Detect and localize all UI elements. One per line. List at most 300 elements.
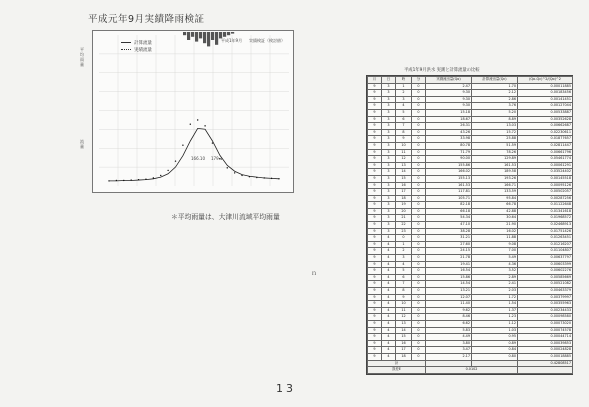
table-cell: 4 — [382, 261, 396, 268]
table-cell: 10 — [396, 301, 412, 308]
table-cell: 22 — [396, 222, 412, 229]
table-cell: 0 — [412, 215, 426, 222]
table-cell: 14.54 — [426, 281, 472, 288]
table-cell: 0.02230611 — [518, 129, 573, 136]
table-row — [368, 288, 573, 295]
rain-bar — [211, 32, 214, 40]
error-label: 誤差E — [368, 367, 426, 374]
header-month: 月 — [368, 77, 382, 84]
table-row — [368, 109, 573, 116]
obs-flow-point — [197, 119, 198, 120]
table-cell: 0 — [412, 301, 426, 308]
table-cell: 0.00463379 — [518, 288, 573, 295]
table-cell: 95.84 — [472, 195, 518, 202]
table-row — [368, 103, 573, 110]
table-cell: 133.59 — [472, 189, 518, 196]
table-cell: 2.12 — [472, 90, 518, 97]
table-cell: 193.26 — [472, 175, 518, 182]
table-cell: 2.03 — [472, 288, 518, 295]
table-cell: 0 — [412, 268, 426, 275]
obs-flow-point — [116, 180, 117, 181]
table-cell: 4 — [382, 241, 396, 248]
table-row — [368, 228, 573, 235]
rain-bar — [187, 32, 190, 40]
table-row — [368, 353, 573, 360]
table-cell: 3 — [382, 96, 396, 103]
table-cell: 3 — [396, 255, 412, 262]
table-cell: 18.67 — [426, 116, 472, 123]
table-cell: 9 — [368, 334, 382, 341]
table-cell: 0 — [412, 96, 426, 103]
table-cell: 7 — [396, 123, 412, 130]
table-cell: 4 — [382, 288, 396, 295]
table-cell: 0 — [412, 340, 426, 347]
obs-flow-point — [167, 170, 168, 171]
table-cell: 43.26 — [426, 129, 472, 136]
table-cell: 0 — [412, 175, 426, 182]
table-row — [368, 195, 573, 202]
header-error-term: (Qo-Qc)^2/(Qo)^2 — [518, 77, 573, 84]
table-cell: 11 — [396, 149, 412, 156]
table-cell: 0.03524402 — [518, 169, 573, 176]
table-cell: 0.01968572 — [518, 215, 573, 222]
table-cell: 30.64 — [472, 215, 518, 222]
table-cell: 0.00585669 — [518, 274, 573, 281]
table-cell: 9.30 — [426, 90, 472, 97]
table-cell: 0.00521082 — [518, 281, 573, 288]
legend-solid-swatch — [121, 42, 131, 43]
table-cell: 3 — [382, 149, 396, 156]
table-row — [368, 241, 573, 248]
table-cell: 3 — [382, 123, 396, 130]
table-cell: 15 — [396, 175, 412, 182]
table-cell: 42.88 — [472, 208, 518, 215]
table-cell: 9 — [368, 228, 382, 235]
legend-dotted-swatch — [121, 49, 131, 50]
table-cell: 25.88 — [472, 136, 518, 143]
table-title: 平成1年9月洪水 実測と計算流量の比較 — [404, 68, 480, 73]
table-cell: 0.00098580 — [518, 314, 573, 321]
table-cell: 38.28 — [426, 228, 472, 235]
table-cell: 9 — [368, 103, 382, 110]
table-cell: 3 — [382, 83, 396, 90]
table-cell: 9.30 — [426, 103, 472, 110]
table-cell: 71.79 — [426, 149, 472, 156]
rain-bar — [203, 32, 206, 43]
obs-flow-point — [138, 179, 139, 180]
table-cell: 0.00355963 — [518, 301, 573, 308]
table-cell: 1.72 — [472, 294, 518, 301]
table-cell: 4 — [382, 268, 396, 275]
obs-flow-point — [153, 177, 154, 178]
table-cell: 0.00637797 — [518, 255, 573, 262]
table-cell: 0.01122648 — [518, 202, 573, 209]
table-cell: 9 — [368, 307, 382, 314]
table-cell: 3 — [382, 129, 396, 136]
table-cell: 0 — [412, 248, 426, 255]
table-cell: 0.00234433 — [518, 307, 573, 314]
table-cell: 3 — [396, 96, 412, 103]
table-row — [368, 347, 573, 354]
table-cell: 0 — [412, 109, 426, 116]
table-cell: 3 — [382, 136, 396, 143]
table-cell: 14 — [396, 327, 412, 334]
table-cell: 129.89 — [472, 156, 518, 163]
table-cell: 3 — [382, 215, 396, 222]
table-cell: 1.54 — [472, 301, 518, 308]
table-row — [368, 274, 573, 281]
table-cell: 189.58 — [472, 169, 518, 176]
table-cell: 4 — [382, 334, 396, 341]
table-row — [368, 83, 573, 90]
table-cell: 9 — [368, 109, 382, 116]
table-cell: 47.10 — [426, 222, 472, 229]
error-empty — [518, 367, 573, 374]
table-cell: 33.98 — [426, 136, 472, 143]
table-cell: 6 — [396, 116, 412, 123]
table-cell: 9 — [368, 274, 382, 281]
table-cell: 4 — [382, 307, 396, 314]
obs-flow-point — [175, 160, 176, 161]
table-cell: 2.17 — [426, 353, 472, 360]
table-cell: 21.78 — [426, 255, 472, 262]
obs-flow-point — [241, 175, 242, 176]
table-row — [368, 129, 573, 136]
table-cell: 9 — [368, 340, 382, 347]
table-cell: 8.89 — [472, 116, 518, 123]
table-row — [368, 169, 573, 176]
table-cell: 13 — [396, 320, 412, 327]
table-cell: 3 — [382, 169, 396, 176]
table-cell: 4 — [382, 347, 396, 354]
table-row — [368, 182, 573, 189]
table-cell: 19.41 — [426, 261, 472, 268]
table-cell: 105.71 — [426, 195, 472, 202]
table-cell: 9 — [368, 347, 382, 354]
table-cell: 82.18 — [426, 202, 472, 209]
table-row — [368, 202, 573, 209]
hydrograph-svg — [93, 31, 293, 192]
table-cell: 24.15 — [426, 248, 472, 255]
table-cell: 3 — [382, 90, 396, 97]
table-row — [368, 255, 573, 262]
table-cell: 117.81 — [426, 189, 472, 196]
table-cell: 9 — [368, 261, 382, 268]
table-cell: 9 — [368, 314, 382, 321]
table-cell: 9 — [368, 96, 382, 103]
table-cell: 0.00661796 — [518, 149, 573, 156]
table-cell: 5.20 — [472, 109, 518, 116]
table-cell: 0.00141451 — [518, 96, 573, 103]
table-cell: 0.00061291 — [518, 162, 573, 169]
table-row — [368, 314, 573, 321]
table-cell: 0.00352628 — [518, 116, 573, 123]
table-cell: 6 — [396, 274, 412, 281]
legend-item-calc — [121, 39, 152, 46]
table-cell: 5 — [396, 109, 412, 116]
table-cell: 1.37 — [472, 307, 518, 314]
table-cell: 9 — [368, 222, 382, 229]
table-cell: 2.41 — [472, 281, 518, 288]
table-cell: 0 — [412, 90, 426, 97]
table-cell: 9 — [368, 162, 382, 169]
table-cell: 7.00 — [472, 248, 518, 255]
rain-axis-label: 平均雨量 — [80, 47, 84, 67]
stray-mark: ｎ — [311, 270, 318, 277]
table-cell: 0 — [412, 353, 426, 360]
table-cell: 0.00287256 — [518, 195, 573, 202]
table-cell: 2.86 — [472, 96, 518, 103]
table-cell: 15.18 — [426, 109, 472, 116]
table-row — [368, 327, 573, 334]
chart-footnote: ＊平均雨量は、大津川流域平均雨量 — [171, 213, 280, 221]
peak-label-left: 166.10 — [191, 156, 205, 161]
table-cell: 0.02468913 — [518, 222, 573, 229]
table-cell: 0 — [412, 83, 426, 90]
table-cell: 0 — [412, 222, 426, 229]
legend-label-calc: 計算流量 — [134, 40, 152, 46]
table-cell: 4 — [382, 320, 396, 327]
obs-flow-point — [130, 179, 131, 180]
table-cell: 9 — [368, 268, 382, 275]
table-cell: 9 — [368, 90, 382, 97]
table-cell: 9 — [368, 142, 382, 149]
rain-bar — [207, 32, 210, 46]
table-cell: 16.02 — [472, 228, 518, 235]
table-cell: 0 — [412, 149, 426, 156]
table-cell: 0.00662687 — [518, 123, 573, 130]
table-cell: 9 — [368, 83, 382, 90]
table-cell: 12 — [396, 156, 412, 163]
table-cell: 9.08 — [472, 241, 518, 248]
table-cell: 0.00024828 — [518, 347, 573, 354]
error-value: 0.0102 — [426, 367, 518, 374]
table-cell: 0.01877657 — [518, 136, 573, 143]
obs-flow-point — [160, 175, 161, 176]
table-cell: 15.86 — [426, 274, 472, 281]
table-cell: 3 — [382, 142, 396, 149]
table-cell: 9 — [368, 169, 382, 176]
table-body — [368, 83, 573, 360]
table-cell: 2.89 — [472, 274, 518, 281]
table-cell: 3 — [382, 182, 396, 189]
table-cell: 2 — [396, 248, 412, 255]
table-header-row — [368, 77, 573, 84]
table-cell: 8.46 — [426, 314, 472, 321]
table-cell: 4 — [396, 103, 412, 110]
table-row — [368, 281, 573, 288]
page-number: 13 — [276, 382, 296, 395]
table-cell: 0.00533887 — [518, 109, 573, 116]
table-cell: 9 — [368, 281, 382, 288]
obs-flow-point — [264, 177, 265, 178]
table-cell: 16 — [396, 340, 412, 347]
table-cell: 6.62 — [426, 320, 472, 327]
table-cell: 1.12 — [472, 320, 518, 327]
table-cell: 0.80 — [472, 353, 518, 360]
table-cell: 0.00073020 — [518, 320, 573, 327]
legend-label-obs: 実績流量 — [134, 47, 152, 53]
table-cell: 9 — [368, 116, 382, 123]
table-cell: 161.53 — [426, 182, 472, 189]
table-row — [368, 235, 573, 242]
table-cell: 0 — [412, 307, 426, 314]
table-cell: 155.86 — [426, 162, 472, 169]
rain-bar — [231, 32, 234, 34]
table-row — [368, 294, 573, 301]
table-cell: 9 — [368, 353, 382, 360]
table-cell: 17 — [396, 347, 412, 354]
table-cell: 0 — [412, 208, 426, 215]
table-cell: 4 — [382, 314, 396, 321]
table-row — [368, 123, 573, 130]
error-row — [368, 367, 573, 374]
sum-value: 0.42808517 — [518, 360, 573, 367]
table-cell: 14 — [396, 169, 412, 176]
table-cell: 0.00011885 — [518, 83, 573, 90]
table-cell: 5.49 — [472, 255, 518, 262]
obs-flow-point — [108, 180, 109, 181]
obs-flow-point — [256, 177, 257, 178]
table-cell: 0 — [412, 142, 426, 149]
table-cell: 9 — [396, 294, 412, 301]
chart-header-note-1: 平成1年9月 — [221, 38, 243, 43]
table-cell: 3 — [382, 202, 396, 209]
table-cell: 3 — [382, 189, 396, 196]
table-cell: 4 — [382, 235, 396, 242]
table-cell: 9 — [368, 208, 382, 215]
table-cell: 21.90 — [472, 222, 518, 229]
table-cell: 23 — [396, 228, 412, 235]
table-cell: 3 — [382, 208, 396, 215]
table-cell: 9 — [368, 156, 382, 163]
table-cell: 1 — [396, 83, 412, 90]
rain-bar — [183, 32, 186, 35]
table-cell: 0 — [412, 327, 426, 334]
table-cell: 66.18 — [426, 208, 472, 215]
table-cell: 4.36 — [472, 261, 518, 268]
table-cell: 9 — [368, 301, 382, 308]
table-cell: 0 — [412, 136, 426, 143]
obs-flow-point — [278, 178, 279, 179]
table-cell: 9 — [368, 241, 382, 248]
table-cell: 0 — [412, 202, 426, 209]
table-cell: 1.23 — [472, 314, 518, 321]
chart-legend — [121, 39, 152, 53]
table-cell: 0 — [412, 162, 426, 169]
table-cell: 161.53 — [472, 162, 518, 169]
table-row — [368, 149, 573, 156]
table-cell: 0 — [412, 347, 426, 354]
table-row — [368, 142, 573, 149]
table-cell: 0.00074578 — [518, 327, 573, 334]
table-cell: 9 — [368, 195, 382, 202]
table-cell: 0.01263451 — [518, 235, 573, 242]
table-cell: 0 — [412, 189, 426, 196]
table-cell: 0.00602276 — [518, 268, 573, 275]
table-cell: 11 — [396, 307, 412, 314]
table-cell: 20 — [396, 208, 412, 215]
obs-flow-point — [204, 125, 205, 126]
obs-flow-point — [145, 179, 146, 180]
table-cell: 4 — [382, 294, 396, 301]
table-cell: 3 — [382, 156, 396, 163]
table-cell: 4 — [382, 340, 396, 347]
table-cell: 9 — [396, 136, 412, 143]
table-cell: 18 — [396, 195, 412, 202]
table-cell: 0 — [412, 129, 426, 136]
table-row — [368, 340, 573, 347]
table-cell: 3.52 — [472, 268, 518, 275]
table-row — [368, 90, 573, 97]
table-cell: 0 — [412, 288, 426, 295]
table-row — [368, 215, 573, 222]
table-cell: 0 — [412, 156, 426, 163]
table-cell: 0 — [412, 228, 426, 235]
table-cell: 16 — [396, 182, 412, 189]
table-cell: 13.03 — [472, 123, 518, 130]
table-cell: 0.00095126 — [518, 182, 573, 189]
table-cell: 0.00183456 — [518, 90, 573, 97]
table-row — [368, 261, 573, 268]
table-cell: 54.34 — [426, 215, 472, 222]
obs-flow-point — [227, 167, 228, 168]
obs-flow-point — [212, 142, 213, 143]
table-cell: 3.80 — [426, 340, 472, 347]
table-cell: 27.60 — [426, 241, 472, 248]
table-row — [368, 156, 573, 163]
table-cell: 9 — [368, 182, 382, 189]
table-cell: 3 — [382, 228, 396, 235]
table-cell: 0.01341618 — [518, 208, 573, 215]
table-cell: 21 — [396, 215, 412, 222]
table-cell: 13.21 — [426, 288, 472, 295]
table-cell: 5 — [396, 268, 412, 275]
table-cell: 3 — [382, 109, 396, 116]
obs-flow-point — [123, 180, 124, 181]
table-cell: 0.01216207 — [518, 241, 573, 248]
header-day: 日 — [382, 77, 396, 84]
table-cell: 9.30 — [426, 96, 472, 103]
table-cell: 4 — [382, 274, 396, 281]
comparison-table — [367, 76, 573, 374]
table-cell: 4 — [382, 327, 396, 334]
table-cell: 9 — [368, 189, 382, 196]
table-cell: 8 — [396, 288, 412, 295]
rain-bar — [223, 32, 226, 37]
table-cell: 0.95 — [472, 334, 518, 341]
table-cell: 3 — [382, 103, 396, 110]
hydrograph-chart — [80, 30, 294, 193]
table-cell: 0 — [412, 169, 426, 176]
table-cell: 66.78 — [472, 202, 518, 209]
table-cell: 3 — [382, 222, 396, 229]
table-cell: 0 — [412, 294, 426, 301]
sum-row — [368, 360, 573, 367]
table-cell: 9 — [368, 320, 382, 327]
table-cell: 0 — [412, 281, 426, 288]
table-cell: 9 — [368, 255, 382, 262]
table-cell: 0 — [412, 241, 426, 248]
table-cell: 155.13 — [426, 175, 472, 182]
table-cell: 9 — [368, 327, 382, 334]
table-cell: 9 — [368, 123, 382, 130]
table-cell: 3 — [382, 195, 396, 202]
obs-flow-point — [182, 145, 183, 146]
sum-label: 計 — [368, 360, 426, 367]
table-row — [368, 301, 573, 308]
page-title: 平成元年9月実績降雨検証 — [88, 14, 205, 25]
